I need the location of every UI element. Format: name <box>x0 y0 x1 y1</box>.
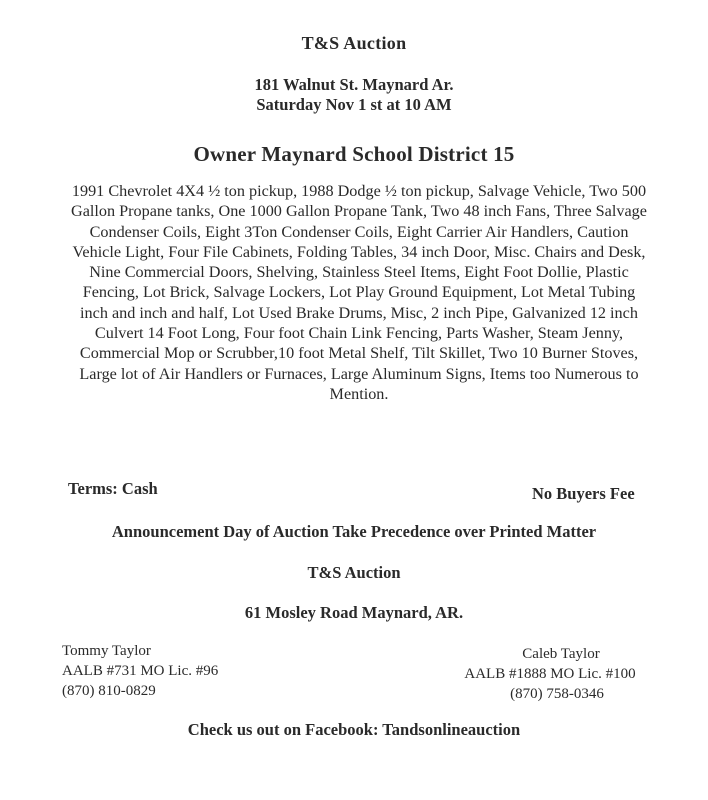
contact-left-license: AALB #731 MO Lic. #96 <box>62 663 219 679</box>
footer-company: T&S Auction <box>307 563 401 582</box>
contact-right-name: Caleb Taylor <box>522 646 600 662</box>
auction-address: 181 Walnut St. Maynard Ar. <box>254 75 454 94</box>
contact-left <box>62 641 218 701</box>
auction-title: T&S Auction <box>301 33 407 53</box>
contact-right-phone: (870) 758-0346 <box>510 686 604 702</box>
contact-right-license: AALB #1888 MO Lic. #100 <box>464 666 636 682</box>
items-list: 1991 Chevrolet 4X4 ½ ton pickup, 1988 Dodge ½ ton pickup, Salvage Vehicle, Two 500 Gallon Propane tanks, One 1000 Gallon Propane Tank, Two 48 inch Fans, Three Salvage Condenser Coils, Eight 3Ton Condenser Coils, Eight Carrier Air Handlers, Caution Vehicle Light, Four File Cabinets, Folding Tables, 34 inch Door, Misc. Chairs and Desk, Nine Commercial Doors, Shelving, Stainless Steel Items, Eight Foot Dollie, Plastic Fencing, Lot Brick, Salvage Lockers, Lot Play Ground Equipment, Lot Metal Tubing inch and inch and half, Lot Used Brake Drums, Misc, 2 inch Pipe, Galvanized 12 inch Culvert 14 Foot Long, Four foot Chain Link Fencing, Parts Washer, Steam Jenny, Commercial Mop or Scrubber,10 foot Metal Shelf, Tilt Skillet, Two 10 Burner Stoves, Large lot of Air Handlers or Furnaces, Large Aluminum Signs, Items too Numerous to Mention. <box>71 182 647 403</box>
terms-payment: Terms: Cash <box>68 479 158 498</box>
owner-heading: Owner Maynard School District 15 <box>193 142 515 166</box>
contact-left-phone: (870) 810-0829 <box>62 683 156 699</box>
contact-right <box>455 644 645 704</box>
facebook-callout: Check us out on Facebook: Tandsonlineauction <box>187 720 521 739</box>
footer-address: 61 Mosley Road Maynard, AR. <box>244 603 464 622</box>
announcement-notice: Announcement Day of Auction Take Precedence over Printed Matter <box>111 522 597 541</box>
auction-date: Saturday Nov 1 st at 10 AM <box>256 95 452 114</box>
auction-location-date <box>0 75 708 115</box>
contact-left-name: Tommy Taylor <box>62 643 151 659</box>
buyers-fee: No Buyers Fee <box>532 484 635 503</box>
